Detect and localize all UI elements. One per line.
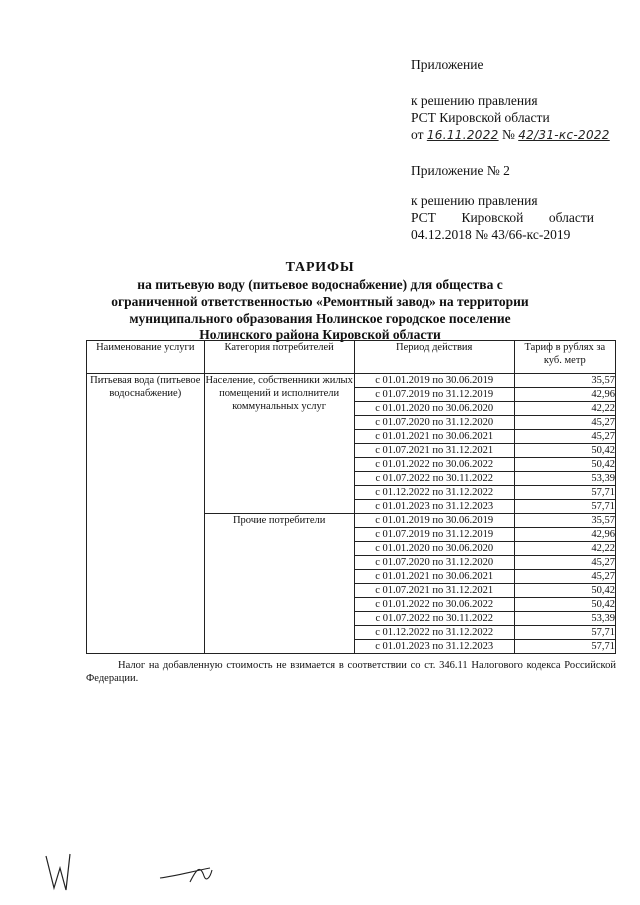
tariff-cell: 50,42: [514, 444, 615, 458]
decision-2-line-1: к решению правления: [411, 193, 538, 208]
period-cell: с 01.01.2023 по 31.12.2023: [354, 500, 514, 514]
period-cell: с 01.07.2019 по 31.12.2019: [354, 388, 514, 402]
signature-icon: [40, 848, 220, 898]
tariff-cell: 45,27: [514, 570, 615, 584]
period-cell: с 01.01.2021 по 30.06.2021: [354, 430, 514, 444]
period-cell: с 01.01.2019 по 30.06.2019: [354, 514, 514, 528]
header-category: Категория потребителей: [204, 341, 354, 374]
tariff-cell: 50,42: [514, 584, 615, 598]
period-cell: с 01.07.2022 по 30.11.2022: [354, 612, 514, 626]
period-cell: с 01.12.2022 по 31.12.2022: [354, 626, 514, 640]
tariff-cell: 42,96: [514, 528, 615, 542]
period-cell: с 01.01.2020 по 30.06.2020: [354, 402, 514, 416]
decision-line-2: РСТ Кировской области: [411, 110, 550, 125]
category-population: Население, собственники жилых помещений и исполнители коммунальных услуг: [204, 374, 354, 514]
handwritten-date: 16.11.2022: [426, 128, 499, 142]
period-cell: с 01.01.2022 по 30.06.2022: [354, 598, 514, 612]
header-service: Наименование услуги: [87, 341, 205, 374]
tariff-cell: 57,71: [514, 500, 615, 514]
vat-footnote: Налог на добавленную стоимость не взимается в соответствии со ст. 346.11 Налогового кодекса Российской Федерации.: [86, 660, 616, 684]
tariff-cell: 35,57: [514, 514, 615, 528]
decision-2-word-2: Кировской: [461, 210, 524, 225]
tariff-cell: 45,27: [514, 556, 615, 570]
table-header-row: [87, 341, 616, 374]
header-period: Период действия: [354, 341, 514, 374]
decision-2-line-3: 04.12.2018 № 43/66-кс-2019: [411, 227, 571, 242]
table-row: [87, 374, 616, 388]
period-cell: с 01.07.2020 по 31.12.2020: [354, 556, 514, 570]
tariff-cell: 53,39: [514, 472, 615, 486]
decision-date-line: [411, 126, 610, 144]
tariff-cell: 57,71: [514, 626, 615, 640]
period-cell: с 01.01.2019 по 30.06.2019: [354, 374, 514, 388]
service-name: Питьевая вода (питьевое водоснабжение): [87, 374, 205, 654]
decision-2-word-3: области: [548, 210, 594, 225]
title-line-3: муниципального образования Нолинское городское поселение: [129, 311, 511, 326]
period-cell: с 01.07.2021 по 31.12.2021: [354, 444, 514, 458]
decision-2-word-1: РСТ: [411, 210, 436, 225]
tariff-cell: 53,39: [514, 612, 615, 626]
tariff-cell: 45,27: [514, 430, 615, 444]
tariff-cell: 45,27: [514, 416, 615, 430]
title-line-2: ограниченной ответственностью «Ремонтный завод» на территории: [111, 294, 529, 309]
number-sign: №: [501, 127, 515, 142]
document-title: ТАРИФЫ: [285, 260, 355, 275]
title-line-1: на питьевую воду (питьевое водоснабжение) для общества с: [137, 277, 503, 292]
tariff-cell: 57,71: [514, 486, 615, 500]
period-cell: с 01.01.2020 по 30.06.2020: [354, 542, 514, 556]
tariff-cell: 50,42: [514, 458, 615, 472]
tariff-cell: 57,71: [514, 640, 615, 654]
tariff-table: [86, 340, 616, 654]
period-cell: с 01.07.2022 по 30.11.2022: [354, 472, 514, 486]
header-tariff: Тариф в рублях за куб. метр: [514, 341, 615, 374]
title-line-4: Нолинского района Кировской области: [199, 327, 441, 342]
period-cell: с 01.01.2023 по 31.12.2023: [354, 640, 514, 654]
tariff-cell: 42,22: [514, 402, 615, 416]
period-cell: с 01.07.2021 по 31.12.2021: [354, 584, 514, 598]
tariff-cell: 42,96: [514, 388, 615, 402]
tariff-cell: 42,22: [514, 542, 615, 556]
period-cell: с 01.12.2022 по 31.12.2022: [354, 486, 514, 500]
period-cell: с 01.01.2022 по 30.06.2022: [354, 458, 514, 472]
appendix-label: Приложение: [411, 57, 484, 72]
tariff-cell: 35,57: [514, 374, 615, 388]
tariff-cell: 50,42: [514, 598, 615, 612]
decision-2-line-2: [411, 209, 594, 226]
period-cell: с 01.07.2019 по 31.12.2019: [354, 528, 514, 542]
handwritten-number: 42/31-кс-2022: [518, 128, 610, 142]
period-cell: с 01.07.2020 по 31.12.2020: [354, 416, 514, 430]
category-other: Прочие потребители: [204, 514, 354, 654]
appendix-2-label: Приложение № 2: [411, 163, 510, 178]
decision-line-1: к решению правления: [411, 93, 538, 108]
period-cell: с 01.01.2021 по 30.06.2021: [354, 570, 514, 584]
date-prefix: от: [411, 127, 424, 142]
